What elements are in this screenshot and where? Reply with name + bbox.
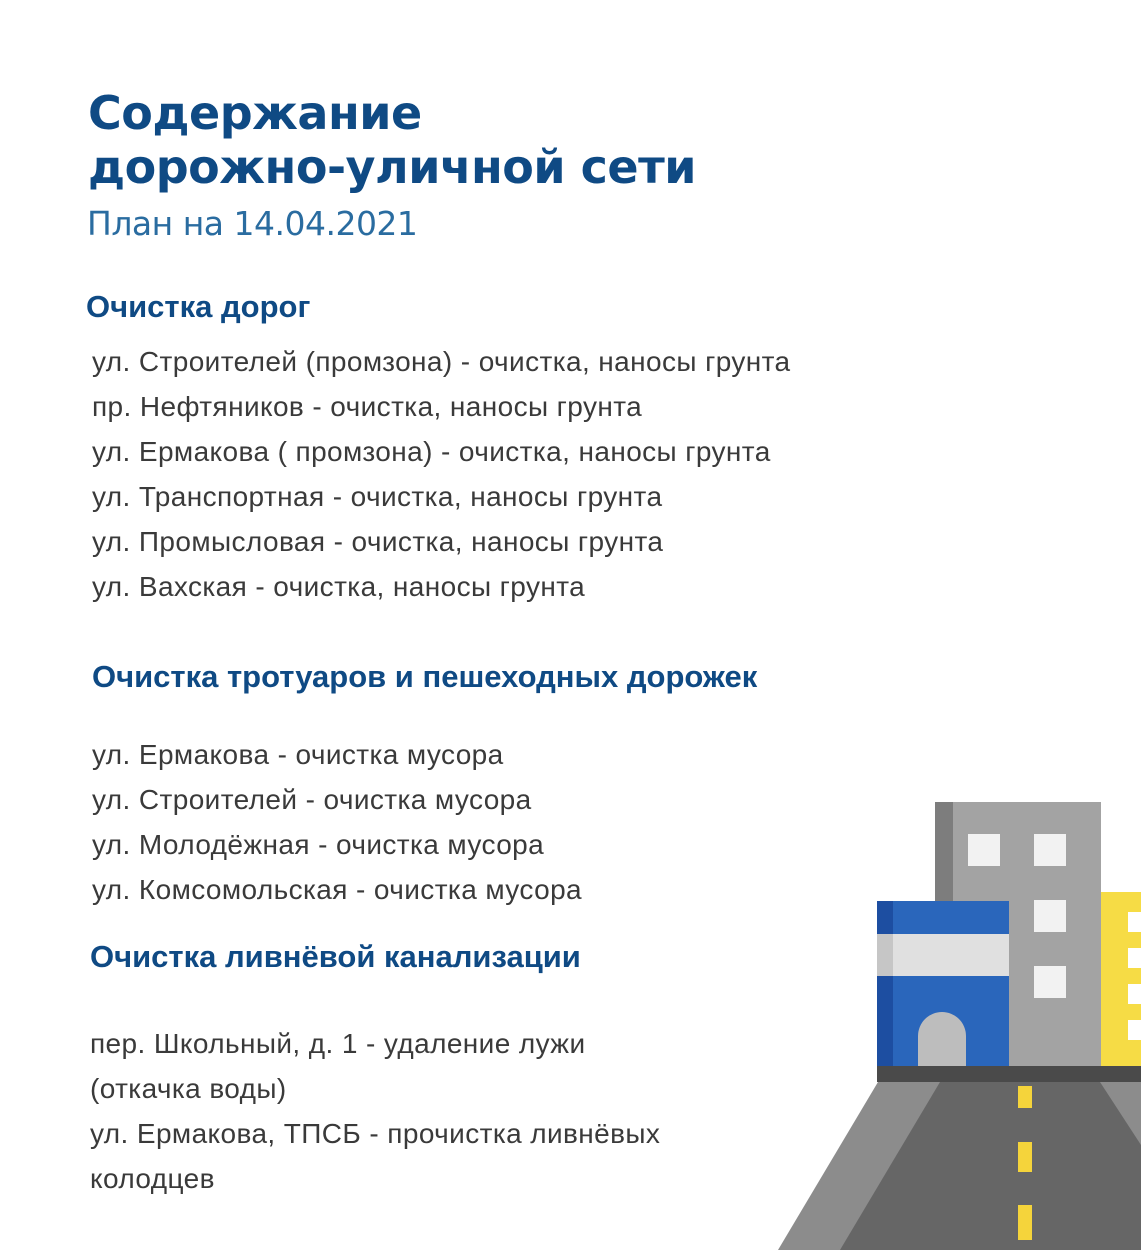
yellow-building-window	[1128, 948, 1141, 968]
city-road-illustration-icon	[770, 800, 1141, 1250]
ground-strip	[877, 1066, 1141, 1082]
tower-window	[1034, 900, 1066, 932]
list-item: ул. Транспортная - очистка, наносы грунта	[92, 481, 663, 512]
section-heading-roads: Очистка дорог	[86, 289, 311, 324]
blue-building-stripe	[877, 934, 1009, 976]
list-item: ул. Промысловая - очистка, наносы грунта	[92, 526, 664, 557]
page-title-line-1: Содержание	[88, 86, 422, 140]
list-item: ул. Строителей (промзона) - очистка, наносы грунта	[92, 346, 791, 377]
list-item: ул. Ермакова ( промзона) - очистка, наносы грунта	[92, 436, 771, 467]
roads-list	[92, 339, 791, 609]
list-item: пер. Школьный, д. 1 - удаление лужи	[90, 1028, 586, 1059]
list-item: колодцев	[90, 1163, 215, 1194]
list-item: ул. Молодёжная - очистка мусора	[92, 829, 545, 860]
list-item: ул. Строителей - очистка мусора	[92, 784, 532, 815]
list-item: ул. Комсомольская - очистка мусора	[92, 874, 583, 905]
blue-building-shadow	[877, 901, 893, 1074]
page-title-line-2: дорожно-уличной сети	[88, 140, 697, 194]
storm-drains-list	[90, 1021, 660, 1201]
section-heading-sidewalks: Очистка тротуаров и пешеходных дорожек	[92, 659, 758, 694]
page-title	[88, 86, 696, 194]
sidewalks-list	[92, 732, 582, 912]
plan-date-subtitle: План на 14.04.2021	[87, 204, 418, 243]
list-item: ул. Вахская - очистка, наносы грунта	[92, 571, 586, 602]
yellow-building-window	[1128, 912, 1141, 932]
list-item: (откачка воды)	[90, 1073, 287, 1104]
tower-window	[968, 834, 1000, 866]
tower-window	[1034, 966, 1066, 998]
road-marking	[1018, 1205, 1032, 1240]
list-item: пр. Нефтяников - очистка, наносы грунта	[92, 391, 643, 422]
yellow-building-window	[1128, 984, 1141, 1004]
list-item: ул. Ермакова - очистка мусора	[92, 739, 504, 770]
blue-building-shadow	[877, 934, 893, 976]
list-item: ул. Ермакова, ТПСБ - прочистка ливнёвых	[90, 1118, 661, 1149]
road-marking	[1018, 1086, 1032, 1108]
arch-door	[918, 1012, 966, 1074]
section-heading-storm-drains: Очистка ливнёвой канализации	[90, 939, 581, 974]
tower-window	[1034, 834, 1066, 866]
road-marking	[1018, 1142, 1032, 1172]
yellow-building-window	[1128, 1020, 1141, 1040]
